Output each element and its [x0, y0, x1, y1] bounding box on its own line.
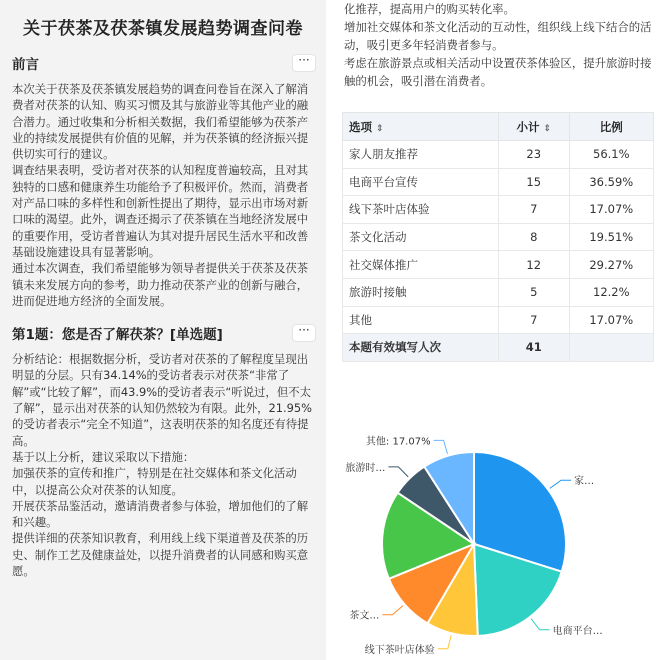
total-count: 41 — [498, 334, 569, 362]
cell-count: 7 — [498, 196, 569, 224]
analysis-paragraph: 分析结论：根据数据分析，受访者对茯茶的了解程度呈现出明显的分层。只有34.14%的受访者表示对茯茶“非常了解”或“比较了解”，而43.9%的受访者表示“听说过，但不太了解”，显示出对茯茶的认知仍然较为有限。此外，21.95%的受访者表示“完全不知道”，这表明茯茶的知名度还有待提高。 — [12, 352, 312, 448]
suggestion-paragraph: 增加社交媒体和茶文化活动的互动性，组织线上线下结合的活动，吸引更多年轻消费者参与。 — [344, 20, 652, 52]
column-header-count[interactable]: 小计 ⇕ — [498, 113, 569, 141]
cell-option: 旅游时接触 — [343, 278, 499, 306]
analysis-paragraph: 开展茯茶品鉴活动，邀请消费者参与体验，增加他们的了解和兴趣。 — [12, 498, 309, 530]
section-header-preface — [12, 53, 316, 73]
more-options-button[interactable]: ··· — [292, 54, 316, 72]
cell-option: 电商平台宣传 — [343, 168, 499, 196]
cell-option: 线下茶叶店体验 — [343, 196, 499, 224]
cell-count: 12 — [498, 251, 569, 279]
preface-paragraph: 本次关于茯茶及茯茶镇发展趋势的调查问卷旨在深入了解消费者对茯茶的认知、购买习惯及其与旅游业等其他产业的融合潜力。通过收集和分析相关数据，我们希望能够为茯茶产业的持续发展提供有价值的见解，并为茯茶镇的经济振兴提供切实可行的建议。 — [12, 82, 309, 162]
column-header-ratio: 比例 — [569, 113, 653, 141]
pie-label: 电商平台… — [552, 625, 603, 637]
cell-option: 其他 — [343, 306, 499, 334]
cell-count: 7 — [498, 306, 569, 334]
table-header-row — [343, 113, 654, 141]
cell-ratio: 12.2% — [569, 278, 653, 306]
cell-count: 5 — [498, 278, 569, 306]
section-title-q1: 第1题：您是否了解茯茶？[单选题] — [12, 327, 223, 344]
cell-option: 家人朋友推荐 — [343, 141, 499, 169]
pie-label: 茶文… — [349, 610, 380, 622]
cell-ratio: 36.59% — [569, 168, 653, 196]
table-total-row — [343, 334, 654, 362]
pie-label: 家… — [574, 476, 595, 488]
survey-title: 关于茯茶及茯茶镇发展趋势调查问卷 — [23, 19, 303, 39]
pie-label-leader — [388, 467, 408, 477]
results-table — [342, 112, 654, 362]
table-row — [343, 168, 654, 196]
analysis-paragraph: 基于以上分析，建议采取以下措施： — [12, 449, 195, 464]
cell-ratio: 56.1% — [569, 141, 653, 169]
pie-label: 线下茶叶店体验 — [364, 644, 435, 656]
section-header-q1 — [12, 323, 316, 343]
right-panel — [334, 0, 660, 660]
sort-icon[interactable]: ⇕ — [543, 123, 552, 134]
table-row — [343, 306, 654, 334]
column-header-option[interactable]: 选项 ⇕ — [343, 113, 499, 141]
pie-chart — [334, 420, 660, 660]
table-row — [343, 223, 654, 251]
cell-ratio: 19.51% — [569, 223, 653, 251]
analysis-paragraph: 提供详细的茯茶知识教育，利用线上线下渠道普及茯茶的历史、制作工艺及健康益处，以提升消费者的认同感和购买意愿。 — [12, 531, 309, 579]
cell-ratio: 17.07% — [569, 306, 653, 334]
pie-label-leader — [438, 635, 451, 649]
cell-count: 23 — [498, 141, 569, 169]
cell-option: 茶文化活动 — [343, 223, 499, 251]
pie-label-leader — [550, 480, 571, 488]
cell-ratio: 29.27% — [569, 251, 653, 279]
section-title-preface: 前言 — [12, 57, 39, 73]
cell-count: 15 — [498, 168, 569, 196]
cell-option: 社交媒体推广 — [343, 251, 499, 279]
table-row — [343, 278, 654, 306]
table-row — [343, 141, 654, 169]
more-options-button[interactable]: ··· — [292, 324, 316, 342]
sort-icon[interactable]: ⇕ — [376, 123, 384, 134]
cell-ratio: 17.07% — [569, 196, 653, 224]
pie-label-leader — [434, 440, 448, 453]
left-panel — [0, 0, 326, 660]
pie-label-leader — [531, 619, 550, 630]
cell-count: 8 — [498, 223, 569, 251]
analysis-paragraph: 加强茯茶的宣传和推广，特别是在社交媒体和茶文化活动中，以提高公众对茯茶的认知度。 — [12, 466, 297, 497]
suggestion-paragraph: 化推荐，提高用户的购买转化率。 — [344, 2, 515, 16]
preface-paragraph: 调查结果表明，受访者对茯茶的认知程度普遍较高，且对其独特的口感和健康养生功能给予了积极评价。然而，消费者对产品口味的多样性和创新性提出了期待，显示出市场对新口味的渴望。此外，调查还揭示了茯茶镇在当地经济发展中的重要作用，受访者普遍认为其对提升居民生活水平和改善基础设施建设具有显著影响。 — [12, 163, 309, 259]
table-row — [343, 251, 654, 279]
preface-paragraph: 通过本次调查，我们希望能够为领导者提供关于茯茶及茯茶镇未来发展方向的参考，助力推动茯茶产业的创新与融合，进而促进地方经济的全面发展。 — [12, 261, 309, 308]
pie-label-leader — [382, 606, 403, 615]
suggestion-paragraph: 考虑在旅游景点或相关活动中设置茯茶体验区，提升旅游时接触的机会，吸引潜在消费者。 — [344, 56, 652, 88]
table-row — [343, 196, 654, 224]
pie-label: 旅游时… — [345, 462, 386, 474]
pie-label: 其他: 17.07% — [365, 436, 431, 448]
total-label: 本题有效填写人次 — [343, 334, 499, 362]
